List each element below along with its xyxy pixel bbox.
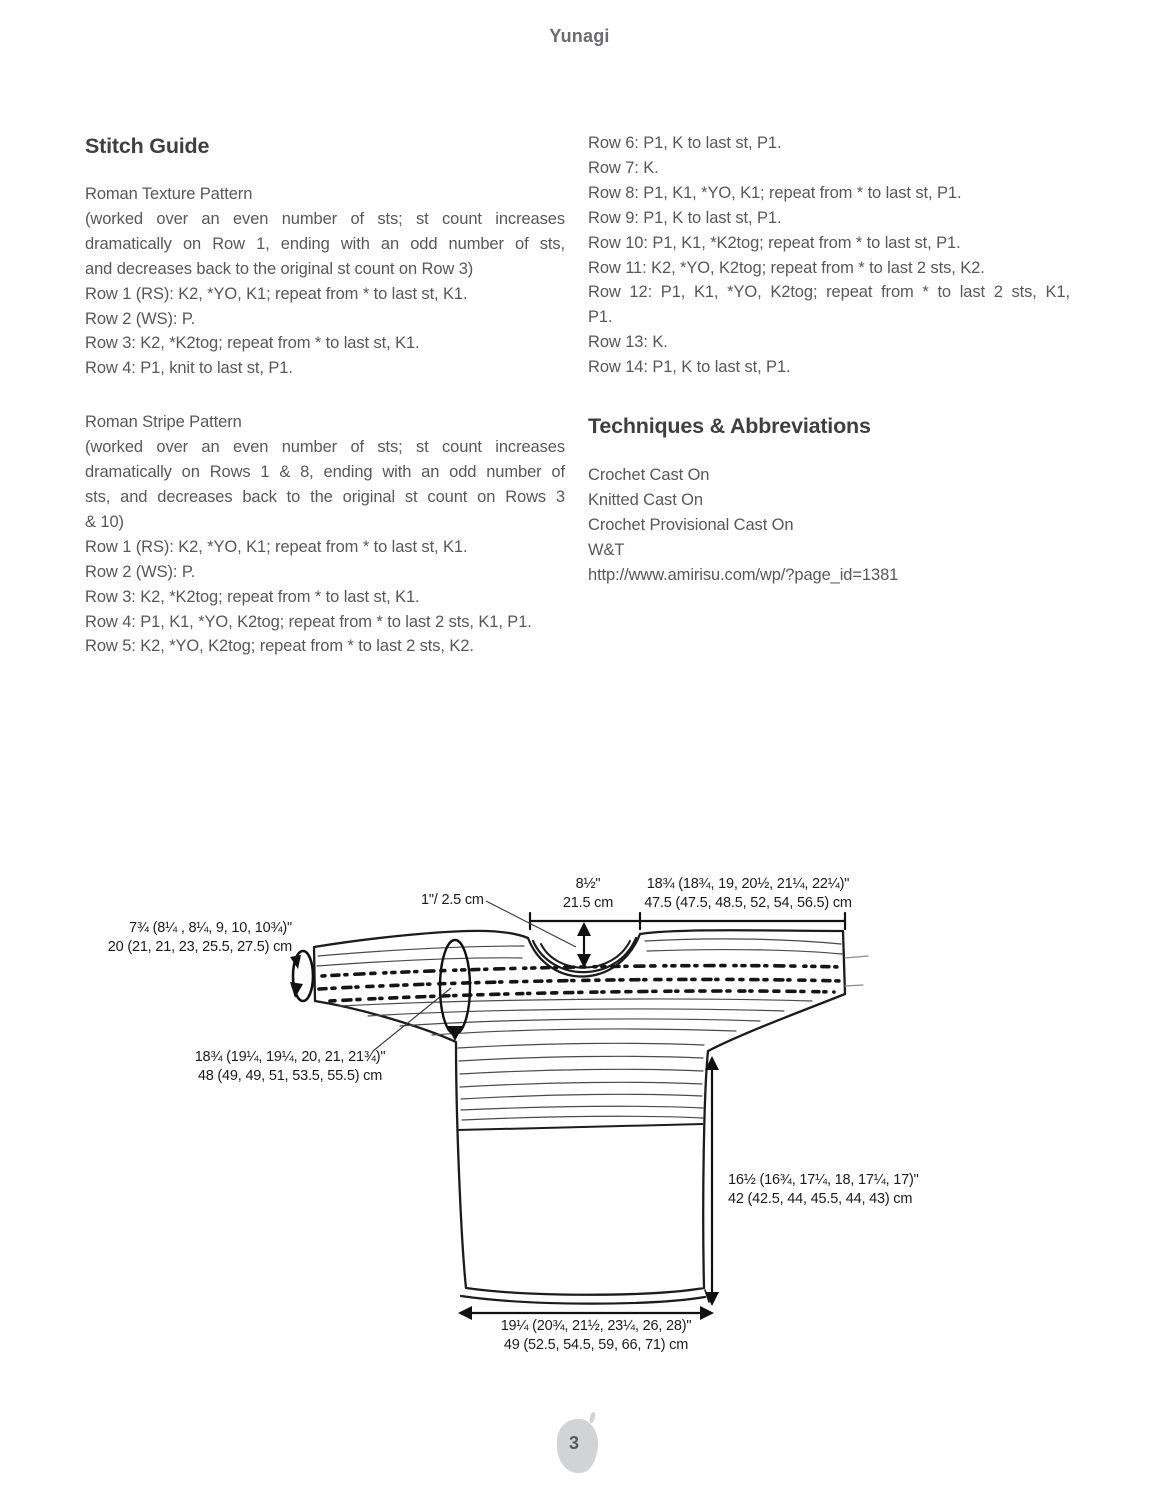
- upper-arm-inches: 18¾ (19¼, 19¼, 20, 21, 21¾)": [194, 1049, 386, 1065]
- cuff-circumference-arrow-icon: [290, 951, 313, 1001]
- neck-depth-arrow-icon: [577, 922, 591, 968]
- pattern-intro-line: (worked over an even number of sts; st count increases: [85, 438, 565, 457]
- body-divider-line: [457, 1124, 703, 1130]
- upper-arm-cm: 48 (49, 49, 51, 53.5, 55.5) cm: [197, 1068, 383, 1084]
- shoulder-width-label: [627, 875, 869, 913]
- texture-dash-rows: [319, 966, 841, 1001]
- pattern-row: Row 10: P1, K1, *K2tog; repeat from * to last st, P1.: [588, 233, 961, 252]
- top-measurement-bracket: [530, 913, 845, 929]
- pattern-name: Roman Stripe Pattern: [85, 413, 242, 432]
- neck-width-cm: 21.5 cm: [562, 895, 614, 911]
- page-title: Yunagi: [549, 26, 610, 46]
- technique-item: Crochet Provisional Cast On: [588, 515, 794, 534]
- upper-arm-circumference-ellipse-icon: [440, 940, 470, 1041]
- neck-depth-value: 1"/ 2.5 cm: [421, 892, 484, 908]
- pattern-row: Row 7: K.: [588, 158, 659, 177]
- techniques-url-link[interactable]: http://www.amirisu.com/wp/?page_id=1381: [588, 565, 899, 584]
- cuff-circumference-label: [100, 919, 292, 957]
- pattern-intro-line: (worked over an even number of sts; st count increases: [85, 209, 565, 228]
- pattern-row: Row 4: P1, K1, *YO, K2tog; repeat from * to last 2 sts, K1, P1.: [85, 612, 532, 631]
- pattern-row: Row 9: P1, K to last st, P1.: [588, 208, 782, 227]
- pattern-row: Row 12: P1, K1, *YO, K2tog; repeat from * to last 2 sts, K1,: [588, 283, 1070, 302]
- pattern-row: Row 11: K2, *YO, K2tog; repeat from * to last 2 sts, K2.: [588, 258, 985, 277]
- technique-item: Crochet Cast On: [588, 466, 710, 485]
- shoulder-inches: 18¾ (18¾, 19, 20½, 21¼, 22¼)": [646, 876, 850, 892]
- cuff-cm: 20 (21, 21, 23, 25.5, 27.5) cm: [107, 939, 292, 955]
- pattern-intro-line: sts, and decreases back to the original st count on Rows 3: [85, 487, 565, 506]
- neck-width-inches: 8½": [575, 876, 601, 892]
- body-stripes: [458, 1043, 704, 1120]
- cuff-inches: 7¾ (8¼ , 8¼, 9, 10, 10¾)": [129, 920, 292, 936]
- pattern-row: Row 3: K2, *K2tog; repeat from * to last st, K1.: [85, 334, 420, 353]
- stitch-guide-heading: Stitch Guide: [85, 134, 210, 158]
- page-number: 3: [568, 1433, 579, 1453]
- pattern-row: Row 3: K2, *K2tog; repeat from * to last st, K1.: [85, 587, 420, 606]
- pattern-row: Row 1 (RS): K2, *YO, K1; repeat from * to last st, K1.: [85, 284, 468, 303]
- pattern-row: Row 1 (RS): K2, *YO, K1; repeat from * to last st, K1.: [85, 537, 468, 556]
- pattern-intro-line: and decreases back to the original st count on Row 3): [85, 259, 474, 278]
- body-length-arrow-icon: [705, 1056, 719, 1306]
- hem-width-label: [445, 1317, 747, 1355]
- pattern-row: Row 5: K2, *YO, K2tog; repeat from * to last 2 sts, K2.: [85, 637, 474, 656]
- technique-item: W&T: [588, 540, 625, 559]
- hem-inches: 19¼ (20¾, 21½, 23¼, 26, 28)": [500, 1318, 692, 1334]
- pattern-row: Row 13: K.: [588, 333, 668, 352]
- pattern-row-continuation: P1.: [588, 308, 613, 327]
- pattern-row: Row 2 (WS): P.: [85, 562, 196, 581]
- pattern-row: Row 8: P1, K1, *YO, K1; repeat from * to last st, P1.: [588, 183, 962, 202]
- pattern-intro-line: dramatically on Row 1, ending with an odd number of sts,: [85, 234, 565, 253]
- roman-texture-pattern-block: [85, 182, 565, 381]
- body-length-label: [728, 1171, 968, 1209]
- shoulder-cm: 47.5 (47.5, 48.5, 52, 54, 56.5) cm: [644, 895, 852, 911]
- pattern-name: Roman Texture Pattern: [85, 185, 253, 203]
- pattern-row: Row 6: P1, K to last st, P1.: [588, 134, 782, 152]
- technique-item: Knitted Cast On: [588, 490, 703, 509]
- roman-stripe-pattern-block: [85, 410, 565, 659]
- pattern-row: Row 4: P1, knit to last st, P1.: [85, 359, 293, 378]
- page-number-badge: [557, 1419, 598, 1473]
- stitch-guide-column: [85, 133, 565, 688]
- neck-depth-label: [421, 891, 484, 910]
- hem-cm: 49 (52.5, 54.5, 59, 66, 71) cm: [503, 1337, 689, 1353]
- pattern-row: Row 2 (WS): P.: [85, 309, 196, 328]
- pattern-row: Row 14: P1, K to last st, P1.: [588, 358, 791, 377]
- body-length-cm: 42 (42.5, 44, 45.5, 44, 43) cm: [728, 1191, 913, 1207]
- techniques-heading: Techniques & Abbreviations: [588, 414, 871, 439]
- continued-column: [588, 131, 1070, 588]
- body-length-inches: 16½ (16¾, 17¼, 18, 17¼, 17)": [728, 1172, 919, 1188]
- upper-arm-circumference-label: [178, 1048, 402, 1086]
- pattern-intro-line: & 10): [85, 512, 124, 531]
- pattern-intro-line: dramatically on Rows 1 & 8, ending with an odd number of: [85, 463, 565, 482]
